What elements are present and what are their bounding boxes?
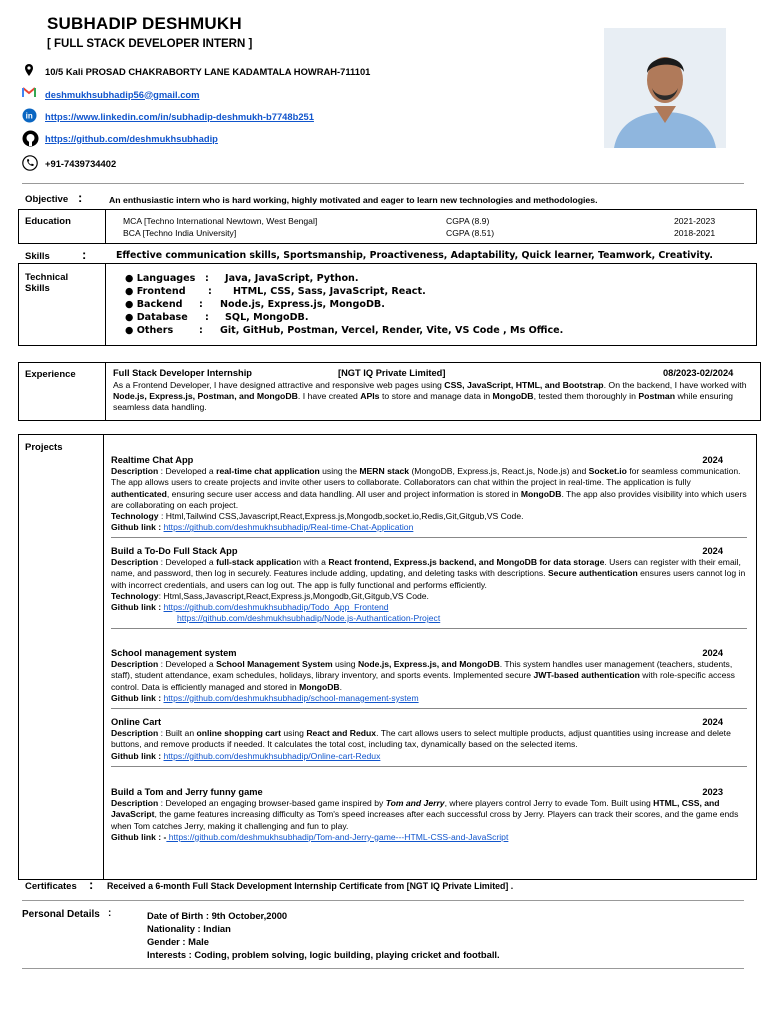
- skill-row-languages: [125, 272, 725, 285]
- education-label: Education: [25, 216, 71, 227]
- exp-bold: MongoDB: [492, 391, 534, 402]
- github-label: Github link: [111, 750, 156, 761]
- desc-bold: JWT-based authentication: [533, 670, 640, 681]
- tech-label: Technology: [111, 511, 159, 522]
- desc-text: , where players control Jerry to evade Tom. Built using: [444, 798, 654, 809]
- skill-row-backend: [125, 298, 725, 311]
- desc-text: with role-specific access control. Data is efficiently managed and stored in: [111, 670, 735, 692]
- skill-row-database: [125, 311, 725, 324]
- education-cgpa-2: CGPA (8.51): [446, 228, 495, 238]
- project-description: [111, 659, 747, 693]
- project-online-cart: [111, 717, 747, 767]
- tech-text: : Html,Tailwind CSS,Javascript,React,Express.js,Mongodb,socket.io,Redis,Git,Gitgub,VS Code.: [158, 511, 524, 522]
- desc-text: : Developed a: [158, 466, 217, 477]
- divider: [22, 183, 744, 184]
- desc-text: , ensuring secure user access and data handling. All user and project information is stored in: [166, 488, 521, 499]
- email-link[interactable]: deshmukhsubhadip56@gmail.com: [45, 88, 200, 100]
- personal-dob: Date of Birth : 9th October,2000: [147, 910, 288, 921]
- skill-row-frontend: [125, 285, 725, 298]
- project-github-link[interactable]: https://github.com/deshmukhsubhadip/Real-time-Chat-Application: [163, 522, 414, 533]
- project-github-link-frontend[interactable]: https://github.com/deshmukhsubhadip/Todo_App_Frontend: [163, 602, 389, 613]
- project-title-row: [111, 717, 747, 728]
- project-description: [111, 728, 747, 750]
- project-description: [111, 557, 747, 591]
- profile-photo: [604, 28, 726, 148]
- exp-bold: CSS, JavaScript, HTML, and Bootstrap: [444, 380, 604, 390]
- experience-dates: 08/2023-02/2024: [663, 368, 734, 378]
- desc-bold: React frontend, Express.js backend, and MongoDB for data storage: [328, 557, 605, 568]
- project-description: [111, 466, 747, 511]
- github-link[interactable]: https://github.com/deshmukhsubhadip: [45, 132, 218, 144]
- education-cgpa-1: CGPA (8.9): [446, 216, 490, 226]
- project-year: 2024: [702, 648, 723, 658]
- desc-text: .: [339, 681, 343, 692]
- project-title: Realtime Chat App: [111, 455, 194, 465]
- personal-details-label: Personal Details: [22, 909, 100, 920]
- exp-text: . On the backend, I have worked with: [603, 380, 747, 390]
- project-todo-app: [111, 546, 747, 629]
- skill-name: ● Others: [125, 325, 174, 336]
- project-title: Online Cart: [111, 717, 162, 727]
- project-github-link[interactable]: https://github.com/deshmukhsubhadip/school-management-system: [163, 692, 419, 703]
- desc-text: using the: [319, 466, 360, 477]
- experience-title: Full Stack Developer Internship: [113, 368, 252, 378]
- desc-bold: React and Redux: [306, 728, 377, 739]
- personal-interests: Interests : Coding, problem solving, logic building, playing cricket and football.: [147, 949, 500, 960]
- project-separator: [111, 628, 747, 629]
- candidate-role: [ FULL STACK DEVELOPER INTERN ]: [47, 38, 253, 50]
- desc-text: using: [332, 659, 358, 670]
- desc-bold: MongoDB: [520, 488, 562, 499]
- desc-bold: full-stack applicatio: [216, 557, 297, 568]
- exp-bold: APIs: [360, 391, 380, 402]
- exp-text: to store and manage data in: [379, 391, 493, 402]
- desc-text: : Built an: [158, 728, 197, 739]
- exp-text: . I have created: [297, 391, 361, 402]
- certificates-text: Received a 6-month Full Stack Development Internship Certificate from [NGT IQ Private Limited] .: [107, 881, 514, 891]
- project-year: 2024: [702, 455, 723, 465]
- project-technology: [111, 511, 747, 522]
- email-row: [22, 86, 200, 102]
- project-github-link[interactable]: https://github.com/deshmukhsubhadip/Tom-and-Jerry-game---HTML-CSS-and-JavaScript: [166, 831, 509, 842]
- project-title: School management system: [111, 648, 237, 658]
- gmail-icon: [22, 86, 40, 102]
- project-title: Build a Tom and Jerry funny game: [111, 787, 263, 797]
- experience-description: [113, 380, 749, 414]
- project-title-row: [111, 546, 747, 557]
- desc-bold: Tom and Jerry: [385, 798, 445, 809]
- exp-bold: Postman: [638, 391, 676, 402]
- project-github: Github link : https://github.com/deshmukhsubhadip/school-management-system: [111, 692, 419, 703]
- certificates-colon: :: [89, 877, 94, 892]
- project-description: [111, 798, 747, 832]
- desc-label: Description: [111, 659, 159, 670]
- desc-text: . The cart allows users to select multiple products, adjust quantities using increase and delete buttons, and remove products if needed. It calculates the total cost, including tax, dynamically based on the selected items.: [111, 728, 731, 750]
- project-github: Github link : https://github.com/deshmukhsubhadip/Real-time-Chat-Application: [111, 522, 414, 533]
- skill-colon: :: [208, 286, 212, 297]
- exp-text: while ensuring seamless data handling.: [113, 391, 734, 413]
- skill-value: HTML, CSS, Sass, JavaScript, React.: [233, 286, 426, 297]
- experience-company: [NGT IQ Private Limited]: [338, 368, 446, 378]
- desc-text: : Developed a: [158, 659, 217, 670]
- desc-text: . This system handles user management (teachers, students, staff), student attendance, exam schedules, holidays, library inventory, and sports events. Implemented secure: [111, 659, 733, 681]
- education-degree-2: BCA [Techno India University]: [123, 228, 237, 238]
- desc-text: n with a: [296, 557, 329, 568]
- address-text: 10/5 Kali PROSAD CHAKRABORTY LANE KADAMTALA HOWRAH-711101: [45, 65, 371, 77]
- phone-icon: [22, 155, 40, 171]
- linkedin-link[interactable]: https://www.linkedin.com/in/subhadip-deshmukh-b7748b251: [45, 110, 314, 122]
- divider: [22, 900, 744, 901]
- github-label: Github link: [111, 602, 156, 613]
- skill-colon: :: [205, 312, 209, 323]
- experience-label: Experience: [25, 369, 76, 380]
- candidate-name: SUBHADIP DESHMUKH: [47, 14, 242, 33]
- skill-colon: :: [199, 325, 203, 336]
- desc-text: , the game features increasing difficulty as Tom's speed increases after each successful cross by Jerry. Players can track their scores, and the game ends when Tom catches Jerry, making it challenging and fun to play.: [111, 809, 739, 831]
- project-tom-and-jerry: [111, 787, 747, 843]
- technical-skills-list: [125, 272, 725, 337]
- phone-row: [22, 155, 116, 171]
- exp-bold: Node.js, Express.js, Postman, and MongoDB: [113, 391, 298, 402]
- skill-name: ● Frontend: [125, 286, 186, 297]
- github-label: Github link: [111, 831, 156, 842]
- desc-text: : Developed a: [158, 557, 217, 568]
- skill-name: ● Languages: [125, 273, 196, 284]
- desc-bold: real-time chat application: [216, 466, 320, 477]
- location-pin-icon: [22, 63, 40, 79]
- tech-text: : Html,Sass,Javascript,React,Express.js,Mongodb,Git,Gitgub,VS Code.: [158, 590, 429, 601]
- desc-text: . The app also provides visibility into which users are collaborating on each project.: [111, 488, 747, 510]
- objective-text: An enthusiastic intern who is hard working, highly motivated and eager to learn new technologies and methodologies.: [109, 195, 598, 205]
- project-realtime-chat: [111, 455, 747, 538]
- project-school-management: [111, 648, 747, 709]
- project-github: Github link : https://github.com/deshmukhsubhadip/Online-cart-Redux: [111, 750, 381, 761]
- project-github: Github link : - https://github.com/deshmukhsubhadip/Tom-and-Jerry-game---HTML-CSS-and-JavaScript: [111, 831, 509, 842]
- desc-text: ensures users cannot log in with incorrect credentials, and users can log out. The app is fully functional and performs efficiently.: [111, 568, 746, 590]
- desc-label: Description: [111, 728, 159, 739]
- project-title-row: [111, 455, 747, 466]
- personal-details-list: [147, 909, 500, 961]
- project-github: Github link : https://github.com/deshmukhsubhadip/Todo_App_Frontend: [111, 602, 389, 613]
- github-icon: [22, 130, 40, 146]
- desc-bold: online shopping cart: [196, 728, 282, 739]
- project-github-link-backend[interactable]: https://github.com/deshmukhsubhadip/Node.js-Authantication-Project: [177, 613, 441, 624]
- technical-skills-label: [25, 272, 68, 294]
- project-year: 2024: [702, 546, 723, 556]
- github-row: [22, 130, 218, 146]
- technical-label-line2: Skills: [25, 283, 50, 294]
- desc-bold: MongoDB: [299, 681, 340, 692]
- skill-name: ● Backend: [125, 299, 183, 310]
- phone-text: +91-7439734402: [45, 157, 117, 169]
- divider: [22, 968, 744, 969]
- project-github-link[interactable]: https://github.com/deshmukhsubhadip/Online-cart-Redux: [163, 750, 381, 761]
- desc-bold: Node.js, Express.js, and MongoDB: [357, 659, 500, 670]
- personal-gender: Gender : Male: [147, 936, 209, 947]
- skill-value: SQL, MongoDB.: [225, 312, 309, 323]
- project-github-2: [111, 613, 747, 624]
- project-year: 2023: [702, 787, 723, 797]
- project-year: 2024: [702, 717, 723, 727]
- skill-value: Node.js, Express.js, MongoDB.: [220, 299, 385, 310]
- skill-value: Java, JavaScript, Python.: [225, 273, 359, 284]
- desc-label: Description: [111, 466, 159, 477]
- desc-bold: School Management System: [216, 659, 333, 670]
- linkedin-row: [22, 108, 314, 124]
- skill-colon: :: [205, 273, 209, 284]
- skills-text: Effective communication skills, Sportsmanship, Proactiveness, Adaptability, Quick learner, Teamwork, Creativity.: [116, 250, 713, 261]
- github-label: Github link: [111, 522, 156, 533]
- certificates-label: Certificates: [25, 881, 77, 892]
- desc-bold: HTML, CSS, and JavaScript: [111, 798, 720, 820]
- skill-name: ● Database: [125, 312, 188, 323]
- project-technology: [111, 591, 747, 602]
- personal-details-colon: :: [108, 908, 112, 919]
- tech-label: Technology: [111, 590, 159, 601]
- project-title-row: [111, 648, 747, 659]
- education-degree-1: MCA [Techno International Newtown, West Bengal]: [123, 216, 318, 226]
- desc-bold: MERN stack: [359, 466, 410, 477]
- education-years-2: 2018-2021: [674, 228, 716, 238]
- desc-text: for seamless communication. The app allows users to create projects and invite other users to collaborate. Collaborators can chat within the project in real-time. The application is fully: [111, 466, 741, 488]
- project-separator: [111, 537, 747, 538]
- exp-text: As a Frontend Developer, I have designed attractive and responsive web pages using: [113, 380, 445, 390]
- personal-nationality: Nationality : Indian: [147, 923, 231, 934]
- desc-bold: Secure authentication: [547, 568, 638, 579]
- project-separator: [111, 766, 747, 767]
- desc-text: : Developed an engaging browser-based game inspired by: [158, 798, 386, 809]
- desc-text: . Users can register with their email, name, and password, then log in securely. Features include adding, updating, and deleting tasks with descriptions.: [111, 557, 741, 579]
- desc-label: Description: [111, 798, 159, 809]
- svg-text:in: in: [25, 111, 33, 121]
- exp-text: , tested them thoroughly in: [533, 391, 639, 402]
- desc-bold: authenticated: [111, 488, 167, 499]
- skills-colon: :: [82, 247, 87, 262]
- objective-label: Objective: [25, 194, 69, 205]
- skills-label: Skills: [25, 251, 50, 262]
- desc-label: Description: [111, 557, 159, 568]
- project-title-row: [111, 787, 747, 798]
- linkedin-icon: [22, 108, 40, 124]
- skill-value: Git, GitHub, Postman, Vercel, Render, Vite, VS Code , Ms Office.: [220, 325, 564, 336]
- projects-label: Projects: [25, 442, 63, 453]
- project-title: Build a To-Do Full Stack App: [111, 546, 238, 556]
- github-label: Github link: [111, 692, 156, 703]
- address-row: [22, 63, 370, 79]
- objective-colon: :: [78, 190, 83, 205]
- desc-text: using: [281, 728, 307, 739]
- technical-label-line1: Technical: [25, 272, 69, 283]
- education-years-1: 2021-2023: [674, 216, 716, 226]
- skill-row-others: [125, 324, 725, 337]
- project-separator: [111, 708, 747, 709]
- desc-bold: Socket.io: [588, 466, 627, 477]
- desc-text: (MongoDB, Express.js, React.js, Node.js) and: [409, 466, 589, 477]
- skill-colon: :: [199, 299, 203, 310]
